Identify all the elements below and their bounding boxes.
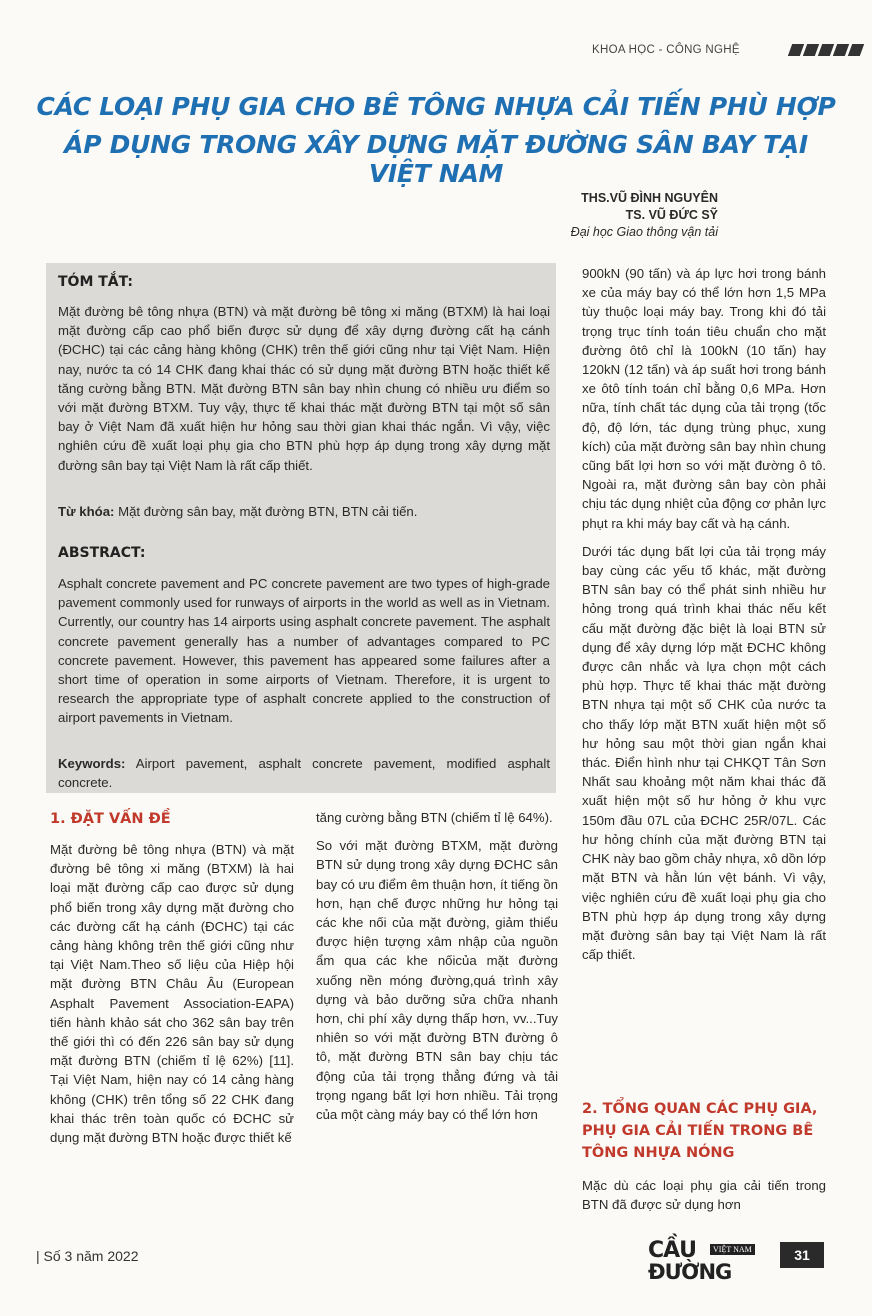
section1-col2-paragraph1: tăng cường bằng BTN (chiếm tỉ lệ 64%). (316, 810, 553, 825)
section1-column2 (316, 808, 558, 1133)
section2-heading: 2. TỔNG QUAN CÁC PHỤ GIA, PHỤ GIA CẢI TIẾN TRONG BÊ TÔNG NHỰA NÓNG (582, 1101, 818, 1161)
article-title-line1: CÁC LOẠI PHỤ GIA CHO BÊ TÔNG NHỰA CẢI TIẾN PHÙ HỢP (36, 92, 836, 121)
keywords-label: Keywords: (58, 756, 126, 771)
section1-col2-paragraph2: So với mặt đường BTXM, mặt đường BTN sử dụng trong xây dựng ĐCHC sân bay có ưu điểm êm thuận hơn, ít tiếng ồn hơn, hạn chế được những hư hỏng tại các khe nối của mặt đường, giảm thiểu được hiện tượng xâm nhập của nguồn ẩm qua các khe nốicủa mặt đường xuống nền móng đường,quá trình xây dựng và bảo dưỡng sửa chữa nhanh hơn, chi phí xây dựng thấp hơn, vv...Tuy nhiên so với mặt đường BTN đường ô tô, mặt đường BTN sân bay chịu tác động của tải trọng thẳng đứng và tải trọng ngang bất lợi hơn nhiều. Tải trọng của một càng máy bay có thể lớn hơn (316, 838, 558, 1123)
keywords-line (58, 754, 550, 792)
page-number: 31 (780, 1242, 824, 1268)
section1-heading: 1. ĐẶT VẤN ĐỀ (50, 811, 171, 827)
section2-text: Mặc dù các loại phụ gia cải tiến trong BTN đã được sử dụng hơn (582, 1178, 826, 1213)
keywords-text: Airport pavement, asphalt concrete pavement, modified asphalt concrete. (58, 756, 550, 791)
abstract-text: Asphalt concrete pavement and PC concrete pavement are two types of high-grade pavement commonly used for runways of airports in the world as well as in Vietnam. Currently, our country has 14 airports using asphalt concrete pavement. The asphalt concrete pavement generally has a number of advantages compared to PC concrete pavement. However, this pavement has appeared some failures after a short time of operation in some airports of Vietnam. Therefore, it is urgent to research the appropriate type of asphalt concrete applied to the construction of airport pavements in Vietnam. (58, 576, 550, 726)
tomtat-text: Mặt đường bê tông nhựa (BTN) và mặt đường bê tông xi măng (BTXM) là hai loại mặt đường cấp cao phổ biến được sử dụng để xây dựng đường cất hạ cánh (ĐCHC) tại các cảng hàng không (CHK) trên thế giới cũng như tại Việt Nam. Hiện nay, nước ta có 14 CHK đang khai thác có sử dụng mặt đường BTN hoặc thiết kế tăng cường bằng BTN. Mặt đường BTN sân bay nhìn chung có nhiều ưu điểm so với mặt đường BTXM. Tuy vậy, thực tế khai thác mặt đường BTN tại một số sân bay ở Việt Nam đã xuất hiện hư hỏng sau thời gian khai thác ngắn. Vì vậy, việc nghiên cứu đề xuất loại phụ gia cho BTN phù hợp áp dụng trong xây dựng mặt đường sân bay tại Việt Nam là rất cấp thiết. (58, 304, 550, 473)
section-label: KHOA HỌC - CÔNG NGHỆ (592, 44, 740, 56)
abstract-heading: ABSTRACT: (58, 545, 146, 561)
section1-col1-paragraph: Mặt đường bê tông nhựa (BTN) và mặt đường bê tông xi măng (BTXM) là hai loại mặt đường cấp cao được sử dụng phổ biến trong xây dựng mặt đường cho các đường cất hạ cánh (ĐCHC) tại các cảng hàng không trên thế giới cũng như tại Việt Nam.Theo số liệu của Hiệp hội mặt đường BTN Châu Âu (European Asphalt Pavement Association-EAPA) tiến hành khảo sát cho 362 sân bay trên thế giới thì có đến 226 sân bay sử dụng mặt đường BTN (chiếm tỉ lệ 62%) [11]. Tại Việt Nam, hiện nay có 14 cảng hàng không (CHK) trên tổng số 22 CHK đang khai thác trên toàn quốc có ĐCHC sử dụng mặt đường BTN hoặc được thiết kế (50, 842, 294, 1146)
logo-badge: VIỆT NAM (710, 1244, 755, 1255)
tukhoa-label: Từ khóa: (58, 504, 115, 519)
article-title-line2: ÁP DỤNG TRONG XÂY DỰNG MẶT ĐƯỜNG SÂN BAY TẠI VIỆT NAM (64, 130, 808, 188)
tukhoa-line (58, 502, 550, 521)
tomtat-heading: TÓM TẮT: (58, 274, 134, 290)
affiliation: Đại học Giao thông vận tải (570, 225, 718, 239)
section1-column1 (50, 840, 294, 1156)
magazine-logo (648, 1238, 766, 1284)
issue-label: | Số 3 năm 2022 (36, 1248, 139, 1264)
stripes-decoration-icon (790, 44, 862, 56)
section1-col3-paragraph2: Dưới tác dụng bất lợi của tải trọng máy bay cùng các yếu tố khác, mặt đường BTN sân bay có thể phát sinh nhiều hư hỏng trong quá trình khai thác nếu kết cấu mặt đường đặc biệt là loại BTN sử dụng để xây dựng lớp mặt ĐCHC không được cân nhắc và lựa chọn một cách phù hợp. Thực tế khai thác mặt đường BTN nhựa tại một số CHK của nước ta cho thấy lớp mặt BTN xuất hiện một số hư hỏng sau một thời gian ngắn khai thác. Điển hình như tại CHKQT Tân Sơn Nhất sau khoảng một năm khai thác đã xuất hiện một số hư hỏng ở khu vực 150m đầu 07L của ĐCHC 25R/07L. Các hư hỏng chính của mặt đường BTN tại CHK này bao gồm chảy nhựa, xô dồn lớp mặt BTN và hằn lún vệt bánh. Vì vậy, việc nghiên cứu đề xuất loại phụ gia cho BTN phù hợp áp dụng trong xây dựng mặt đường sân bay tại Việt Nam là rất cấp thiết. (582, 543, 826, 963)
tukhoa-text: Mặt đường sân bay, mặt đường BTN, BTN cải tiến. (114, 504, 418, 519)
section1-column3 (582, 264, 826, 973)
author-1: THS.VŨ ĐÌNH NGUYÊN (581, 191, 718, 205)
authors (470, 190, 718, 241)
section1-col3-paragraph1: 900kN (90 tấn) và áp lực hơi trong bánh xe của máy bay có thể lớn hơn 1,5 MPa tùy thuộc loại máy bay. Trong khi đó tải trọng trục tính toán tiêu chuẩn cho mặt đường ôtô chỉ là 100kN (10 tấn) hay 120kN (12 tấn) và áp suất hơi trong bánh xe ôtô tính toán chỉ bằng 0,6 MPa. Hơn nữa, tính chất tác dụng của tải trọng (tốc độ, độ lớn, tác dụng trùng phục, xung kích) của mặt đường sân bay nhìn chung cũng bất lợi hơn so với mặt đường ô tô. Ngoài ra, mặt đường sân bay còn phải chịu tác dụng nhiệt của động cơ phản lực phụt ra khi máy bay cất và hạ cánh. (582, 266, 826, 531)
logo-text-bottom: ĐƯỜNG (648, 1260, 732, 1284)
author-2: TS. VŨ ĐỨC SỸ (625, 208, 718, 222)
logo-text-top: CẦU (648, 1238, 697, 1263)
